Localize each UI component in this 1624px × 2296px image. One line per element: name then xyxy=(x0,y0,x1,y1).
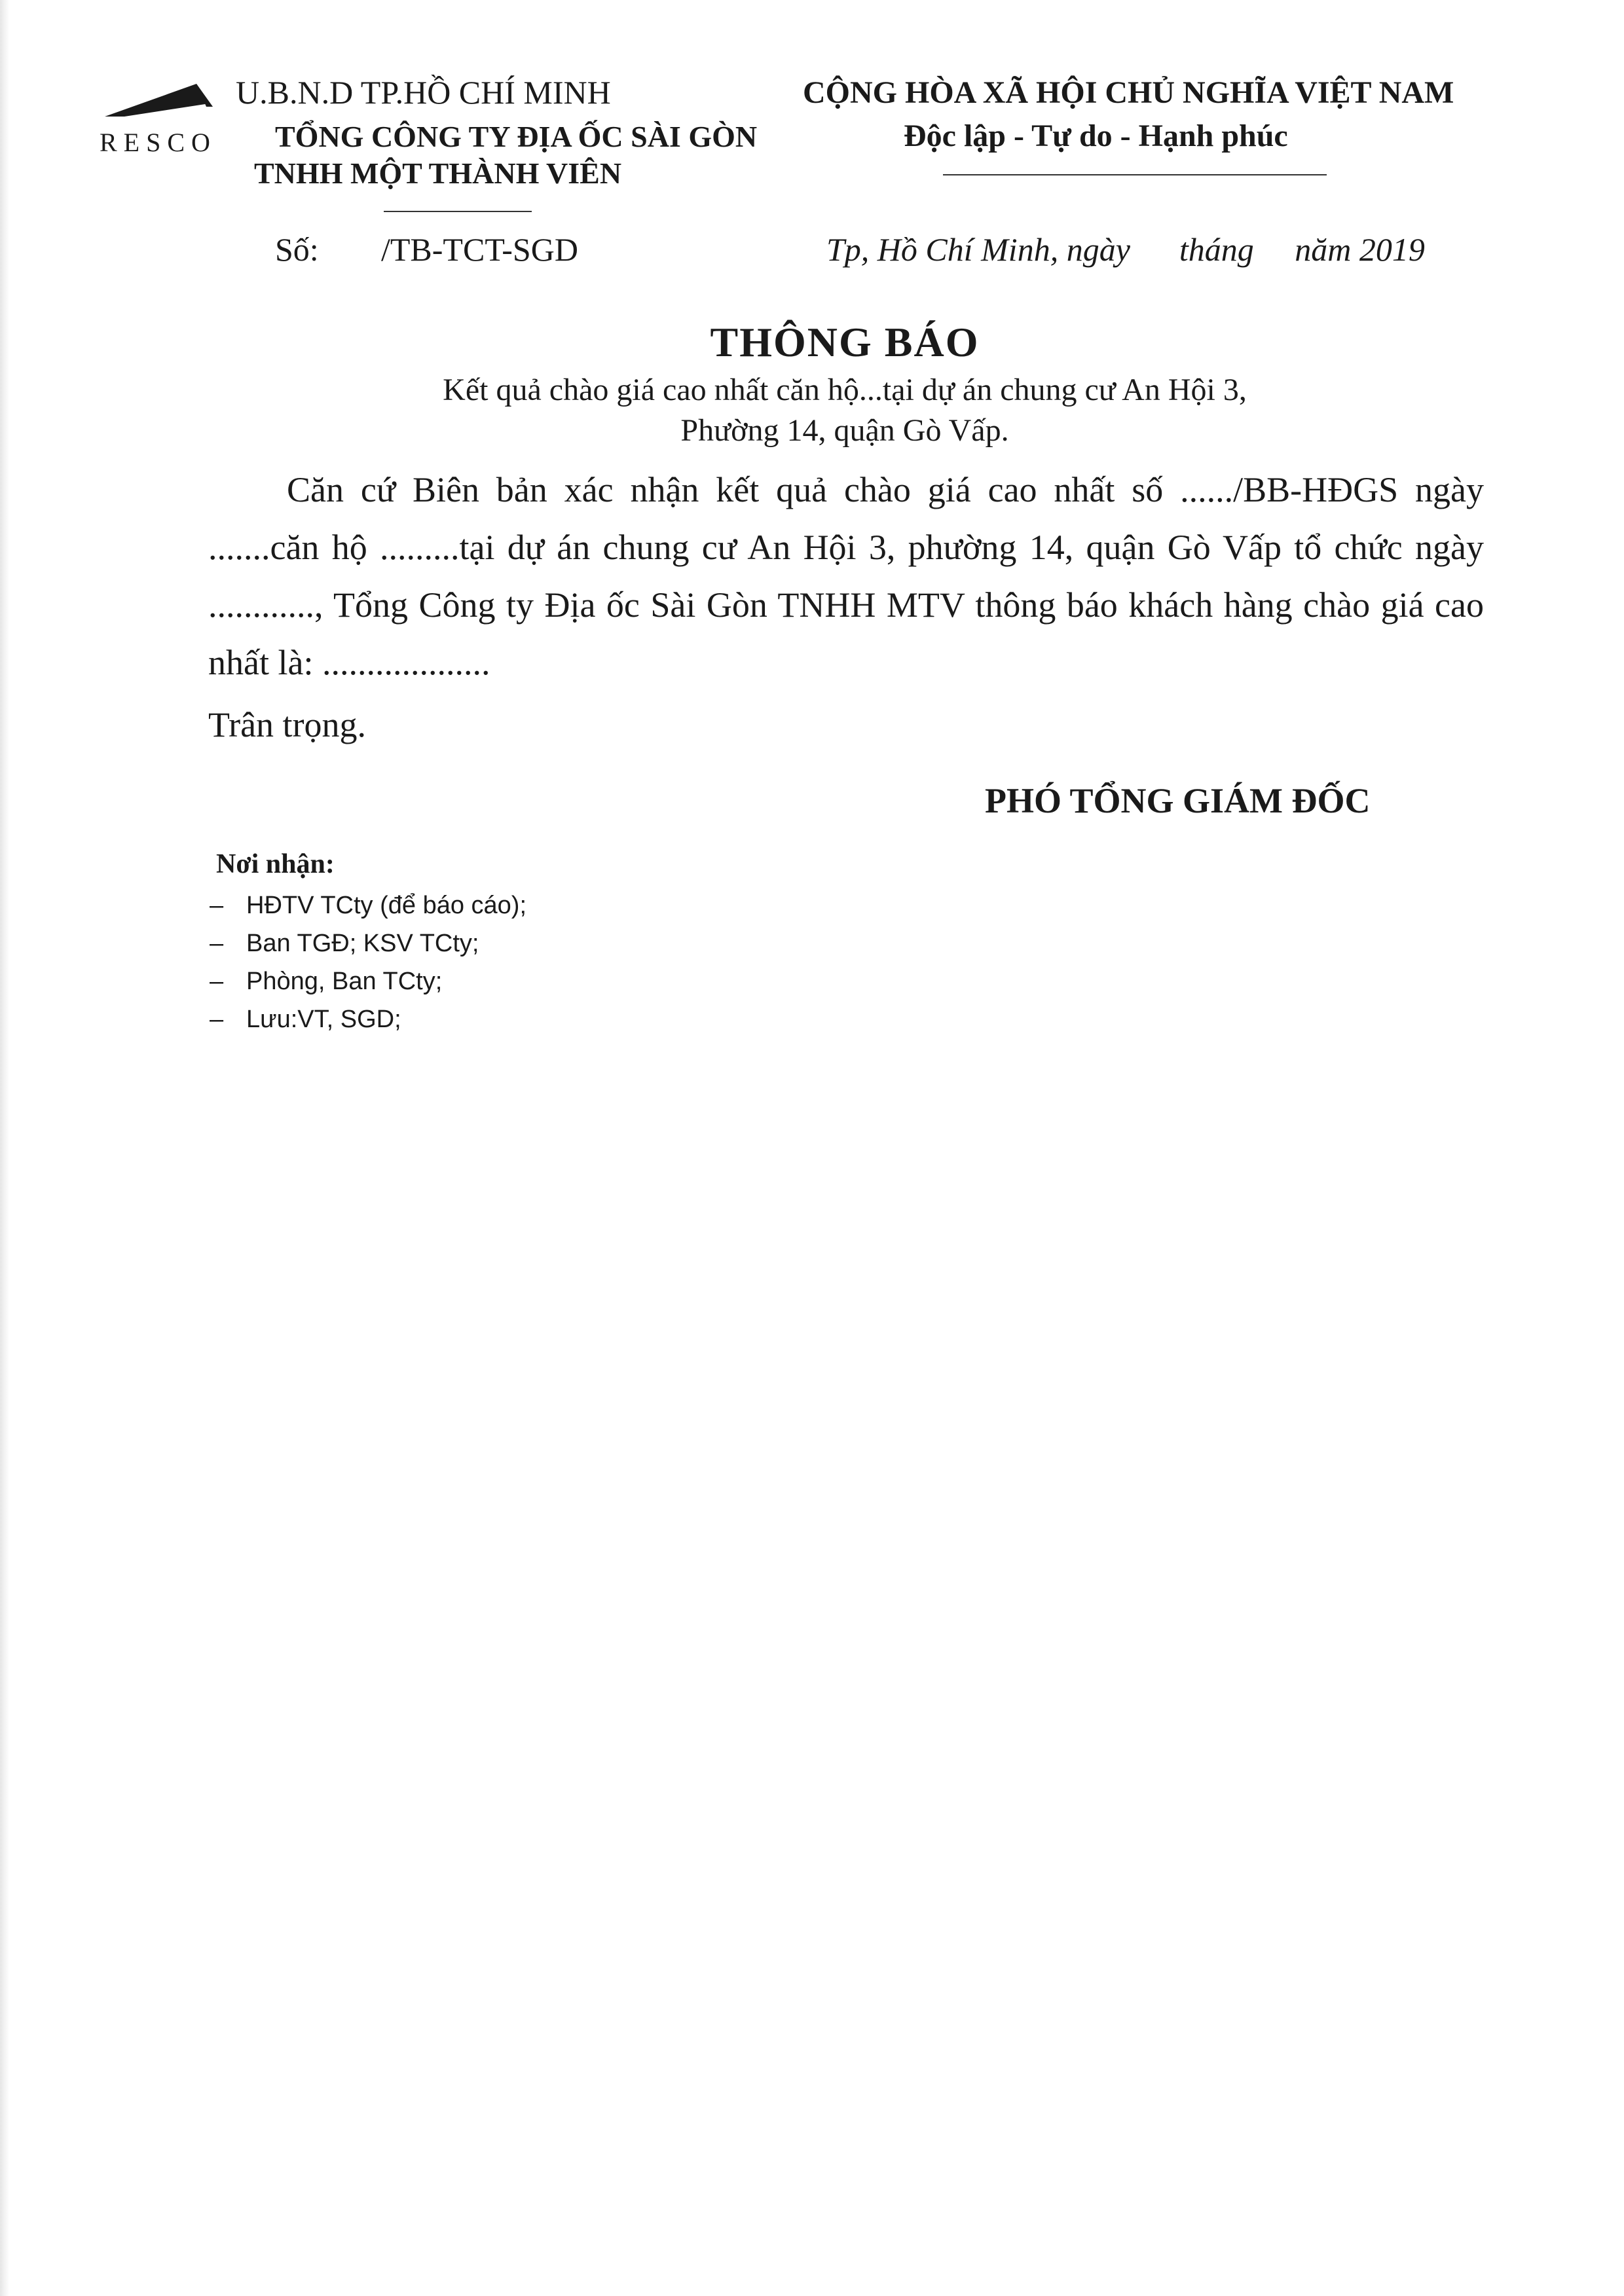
bullet-dash: – xyxy=(210,930,224,957)
header-left-underline xyxy=(384,211,532,212)
bullet-dash: – xyxy=(210,1006,224,1033)
document-subtitle-line1: Kết quả chào giá cao nhất căn hộ...tại dự án chung cư An Hội 3, xyxy=(443,373,1247,407)
document-number-code: /TB-TCT-SGD xyxy=(381,231,578,268)
closing-phrase: Trân trọng. xyxy=(208,705,367,744)
recipient-text: Phòng, Ban TCty; xyxy=(246,968,443,995)
national-motto: Độc lập - Tự do - Hạnh phúc xyxy=(904,118,1288,153)
recipients-heading: Nơi nhận: xyxy=(216,849,335,879)
bullet-dash: – xyxy=(210,968,224,995)
list-item xyxy=(210,924,526,962)
document-title: THÔNG BÁO xyxy=(710,319,980,365)
bullet-dash: – xyxy=(210,892,224,919)
list-item xyxy=(210,962,526,1000)
issuing-authority: U.B.N.D TP.HỒ CHÍ MINH xyxy=(236,74,611,111)
list-item xyxy=(210,1000,526,1038)
recipient-text: Ban TGĐ; KSV TCty; xyxy=(246,930,479,957)
place-and-date: Tp, Hồ Chí Minh, ngày tháng năm 2019 xyxy=(826,231,1425,268)
document-number-label: Số: xyxy=(275,231,319,268)
signer-title: PHÓ TỔNG GIÁM ĐỐC xyxy=(985,781,1371,820)
recipients-list xyxy=(210,886,526,1038)
national-title: CỘNG HÒA XÃ HỘI CHỦ NGHĨA VIỆT NAM xyxy=(803,75,1454,110)
header-right-underline xyxy=(943,174,1327,175)
logo-wordmark: RESCO xyxy=(100,128,217,157)
organization-name-line1: TỔNG CÔNG TY ĐỊA ỐC SÀI GÒN xyxy=(275,120,758,153)
organization-name-line2: TNHH MỘT THÀNH VIÊN xyxy=(254,156,622,190)
body-paragraph: Căn cứ Biên bản xác nhận kết quả chào giá cao nhất số ....../BB-HĐGS ngày .......căn hộ .........tại dự án chung cư An Hội 3, phường 14, quận Gò Vấp tổ chức ngày ............, Tổng Công ty Địa ốc Sài Gòn TNHH MTV thông báo khách hàng chào giá cao nhất là: ................... xyxy=(208,470,1484,682)
document-subtitle-line2: Phường 14, quận Gò Vấp. xyxy=(680,413,1009,448)
recipient-text: HĐTV TCty (để báo cáo); xyxy=(246,892,527,919)
recipient-text: Lưu:VT, SGD; xyxy=(246,1006,401,1033)
list-item xyxy=(210,886,526,924)
